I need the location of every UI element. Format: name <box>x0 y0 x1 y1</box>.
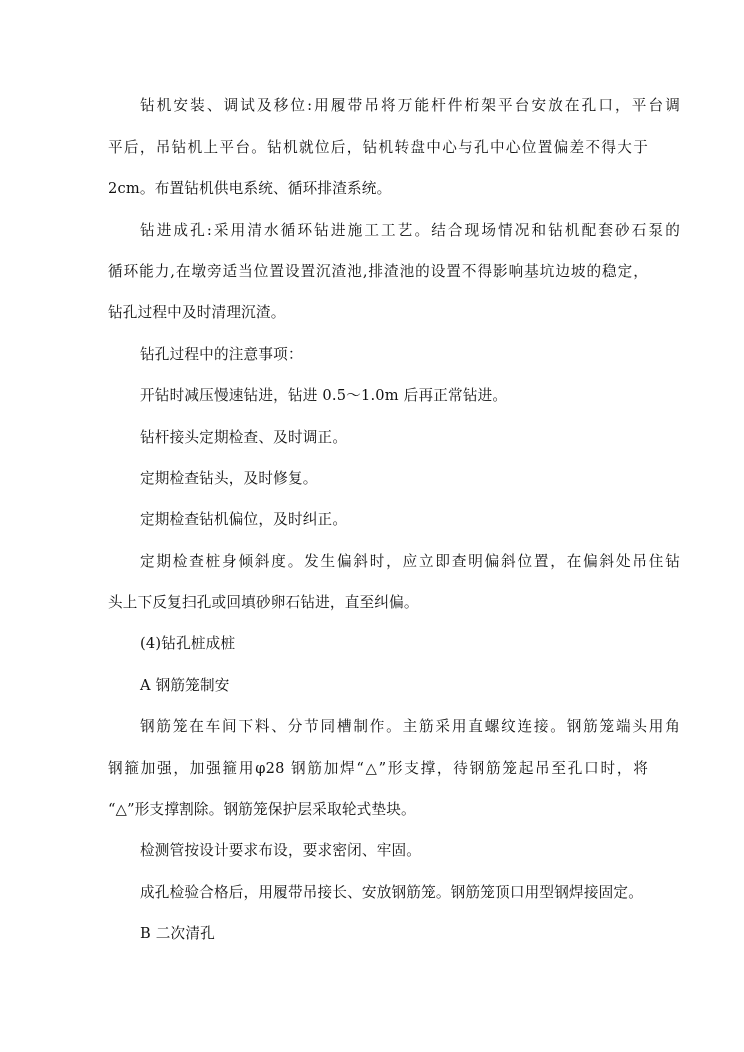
note-item-4: 定期检查钻机偏位，及时纠正。 <box>140 511 348 528</box>
paragraph-drilling-line-3: 钻孔过程中及时清理沉渣。 <box>108 304 286 321</box>
paragraph-drilling-line-2: 循环能力,在墩旁适当位置设置沉渣池,排渣池的设置不得影响基坑边坡的稳定， <box>108 263 648 280</box>
paragraph-drill-install-line-2: 平后，吊钻机上平台。钻机就位后，钻机转盘中心与孔中心位置偏差不得大于 <box>108 139 648 156</box>
paragraph-drill-install-line-1: 钻机安装、调试及移位:用履带吊将万能杆件桁架平台安放在孔口，平台调 <box>140 97 680 114</box>
note-item-2: 钻杆接头定期检查、及时调正。 <box>140 429 348 446</box>
note-item-5-line-1: 定期检查桩身倾斜度。发生偏斜时，应立即查明偏斜位置，在偏斜处吊住钻 <box>140 553 680 570</box>
section-heading-pile: (4)钻孔桩成桩 <box>140 635 236 652</box>
subsection-heading-b: B 二次清孔 <box>140 925 215 942</box>
paragraph-cage-install: 成孔检验合格后，用履带吊接长、安放钢筋笼。钢筋笼顶口用型钢焊接固定。 <box>140 884 643 901</box>
paragraph-drilling-line-1: 钻进成孔:采用清水循环钻进施工工艺。结合现场情况和钻机配套砂石泵的 <box>140 222 680 239</box>
notes-heading: 钻孔过程中的注意事项： <box>140 346 303 363</box>
paragraph-cage-line-3: “△”形支撑割除。钢筋笼保护层采取轮式垫块。 <box>108 801 416 818</box>
subsection-heading-a: A 钢筋笼制安 <box>140 677 230 694</box>
paragraph-test-pipe: 检测管按设计要求布设，要求密闭、牢固。 <box>140 842 422 859</box>
note-item-1: 开钻时减压慢速钻进，钻进 0.5～1.0m 后再正常钻进。 <box>140 387 508 404</box>
paragraph-cage-line-1: 钢筋笼在车间下料、分节同槽制作。主筋采用直螺纹连接。钢筋笼端头用角 <box>140 718 680 735</box>
paragraph-drill-install-line-3: 2cm。布置钻机供电系统、循环排渣系统。 <box>108 180 392 197</box>
note-item-5-line-2: 头上下反复扫孔或回填砂卵石钻进，直至纠偏。 <box>108 594 419 611</box>
paragraph-cage-line-2: 钢箍加强，加强箍用φ28 钢筋加焊“△”形支撑，待钢筋笼起吊至孔口时，将 <box>108 760 648 777</box>
note-item-3: 定期检查钻头，及时修复。 <box>140 470 318 487</box>
